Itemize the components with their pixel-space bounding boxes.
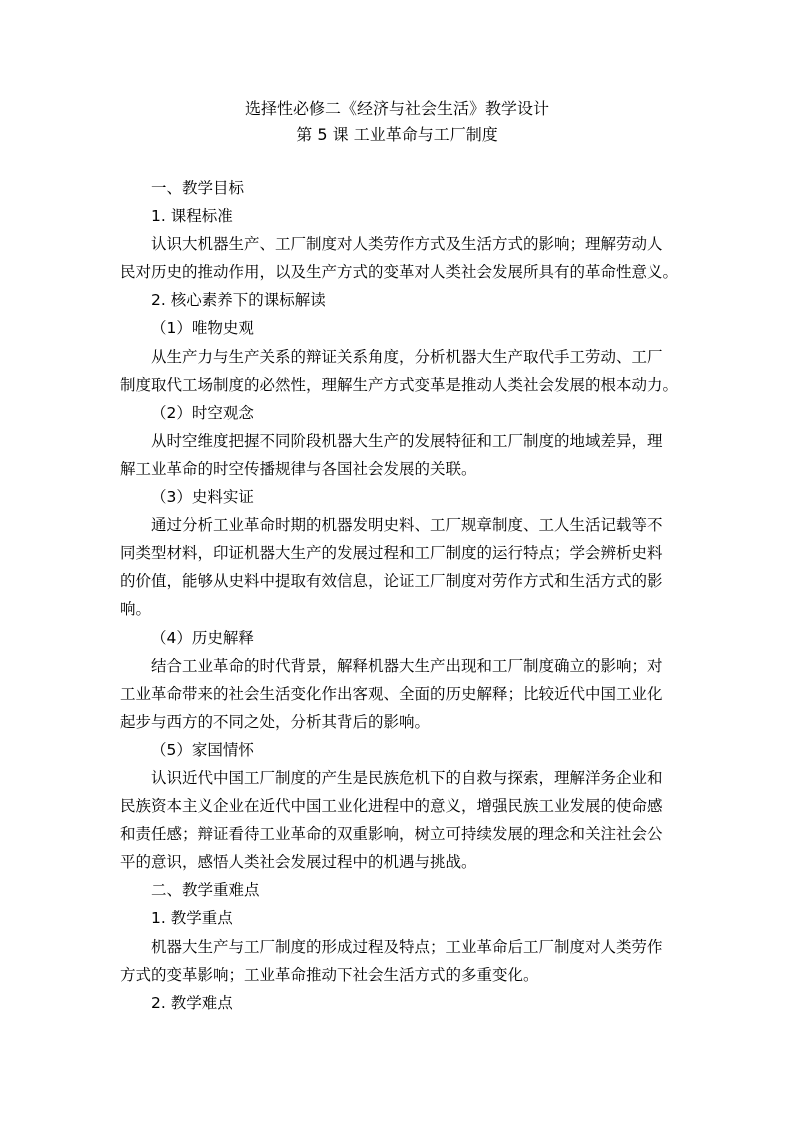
point-heading-time-space: （2）时空观念 <box>151 403 254 422</box>
paragraph-evidence <box>120 511 678 623</box>
text-line: 认识近代中国工厂制度的产生是民族危机下的自救与探索，理解洋务企业和 <box>151 768 663 787</box>
text-line: 机器大生产与工厂制度的形成过程及特点；工业革命后工厂制度对人类劳作 <box>151 937 663 956</box>
lesson-title: 第 5 课 工业革命与工厂制度 <box>296 125 498 144</box>
section-heading-key-points: 二、教学重难点 <box>151 881 260 900</box>
document-title-block <box>0 96 794 148</box>
paragraph-time-space <box>120 427 678 483</box>
paragraph-historical-interpretation <box>120 652 678 736</box>
paragraph-curriculum-standard <box>120 230 678 286</box>
document-title: 选择性必修二《经济与社会生活》教学设计 <box>244 99 549 118</box>
point-heading-historical-interpretation: （4）历史解释 <box>151 628 254 647</box>
point-heading-patriotism: （5）家国情怀 <box>151 740 254 759</box>
text-line: 制度取代工场制度的必然性，理解生产方式变革是推动人类社会发展的根本动力。 <box>120 375 679 394</box>
subsection-heading-curriculum-standard: 1. 课程标准 <box>151 207 233 226</box>
point-heading-evidence: （3）史料实证 <box>151 488 254 507</box>
text-line: 工业革命带来的社会生活变化作出客观、全面的历史解释；比较近代中国工业化 <box>120 684 663 703</box>
text-line: 和责任感；辩证看待工业革命的双重影响，树立可持续发展的理念和关注社会公 <box>120 825 663 844</box>
text-line: 的价值，能够从史料中提取有效信息，论证工厂制度对劳作方式和生活方式的影 <box>120 572 663 591</box>
paragraph-patriotism <box>120 764 678 876</box>
text-line: 从生产力与生产关系的辩证关系角度，分析机器大生产取代手工劳动、工厂 <box>151 347 663 366</box>
subsection-heading-teaching-focus: 1. 教学重点 <box>151 909 233 928</box>
text-line: 响。 <box>120 600 152 619</box>
text-line: 解工业革命的时空传播规律与各国社会发展的关联。 <box>120 459 477 478</box>
text-line: 起步与西方的不同之处，分析其背后的影响。 <box>120 712 431 731</box>
subsection-heading-core-literacy: 2. 核心素养下的课标解读 <box>151 291 326 310</box>
text-line: 方式的变革影响；工业革命推动下社会生活方式的多重变化。 <box>120 965 539 984</box>
text-line: 从时空维度把握不同阶段机器大生产的发展特征和工厂制度的地域差异，理 <box>151 431 663 450</box>
text-line: 通过分析工业革命时期的机器发明史料、工厂规章制度、工人生活记载等不 <box>151 516 663 535</box>
text-line: 结合工业革命的时代背景，解释机器大生产出现和工厂制度确立的影响；对 <box>151 656 663 675</box>
point-heading-historical-materialism: （1）唯物史观 <box>151 319 254 338</box>
document-body <box>120 174 678 1017</box>
text-line: 民族资本主义企业在近代中国工业化进程中的意义，增强民族工业发展的使命感 <box>120 797 663 816</box>
text-line: 民对历史的推动作用，以及生产方式的变革对人类社会发展所具有的革命性意义。 <box>120 263 679 282</box>
text-line: 同类型材料，印证机器大生产的发展过程和工厂制度的运行特点；学会辨析史料 <box>120 544 663 563</box>
text-line: 平的意识，感悟人类社会发展过程中的机遇与挑战。 <box>120 853 477 872</box>
subsection-heading-teaching-difficulty: 2. 教学难点 <box>151 993 233 1012</box>
section-heading-teaching-goals: 一、教学目标 <box>151 179 245 197</box>
text-line: 认识大机器生产、工厂制度对人类劳作方式及生活方式的影响；理解劳动人 <box>151 235 663 254</box>
paragraph-teaching-focus <box>120 933 678 989</box>
paragraph-historical-materialism <box>120 343 678 399</box>
